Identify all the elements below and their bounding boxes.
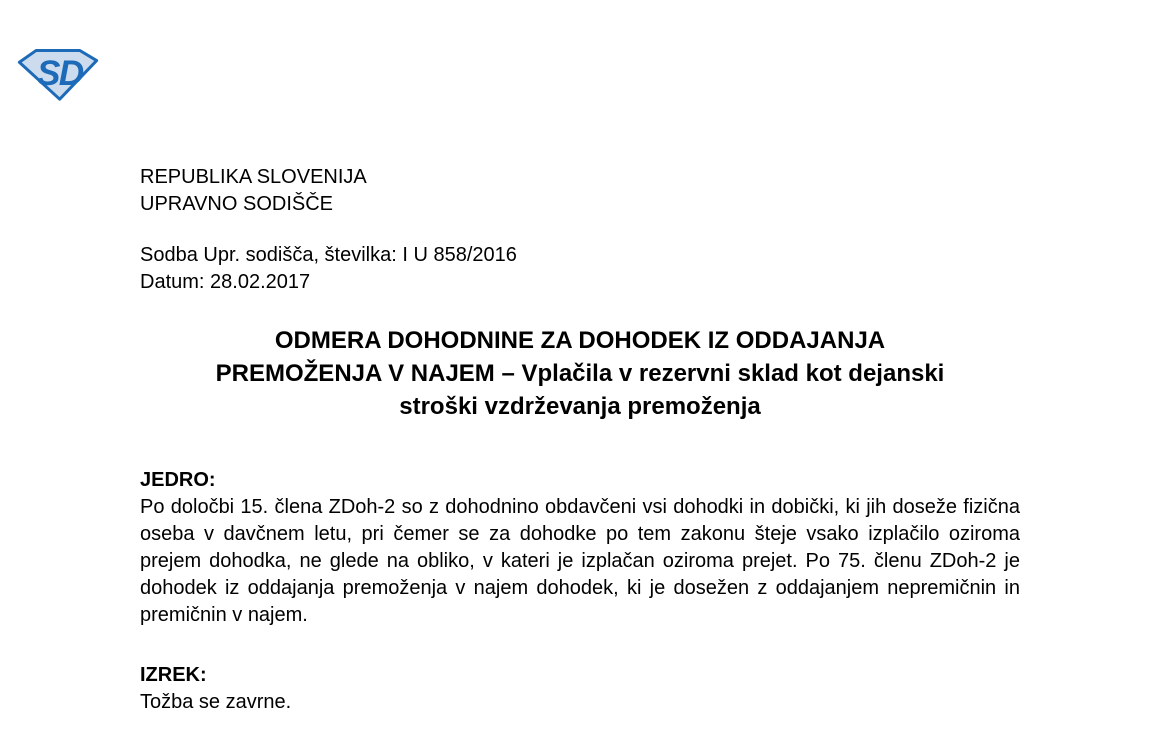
section-heading-jedro: JEDRO: bbox=[140, 469, 216, 491]
title-line-1: ODMERA DOHODNINE ZA DOHODEK IZ ODDAJANJA bbox=[274, 327, 886, 354]
date-line: Datum: 28.02.2017 bbox=[140, 271, 311, 293]
issuer-country: REPUBLIKA SLOVENIJA bbox=[140, 166, 367, 188]
case-number-line: Sodba Upr. sodišča, številka: I U 858/2016 bbox=[140, 244, 517, 266]
section-izrek bbox=[140, 662, 1020, 716]
document-body bbox=[140, 164, 1020, 716]
logo-letters: SD bbox=[36, 53, 83, 93]
section-heading-izrek: IZREK: bbox=[140, 664, 207, 686]
court-header bbox=[140, 164, 1020, 218]
section-body-jedro: Po določbi 15. člena ZDoh-2 so z dohodnino obdavčeni vsi dohodki in dobički, ki jih doseže fizična oseba v davčnem letu, pri čemer se za dohodke po tem zakonu šteje vsako izplačilo oziroma prejem dohodka, ne glede na obliko, v kateri je izplačan oziroma prejet. Po 75. členu ZDoh-2 je dohodek iz oddajanja premoženja v najem dohodek, ki je dosežen z oddajanjem nepremičnin in premičnin v najem. bbox=[140, 496, 1020, 626]
section-body-izrek: Tožba se zavrne. bbox=[140, 691, 292, 713]
issuer-court: UPRAVNO SODIŠČE bbox=[140, 193, 333, 215]
sd-shield-icon bbox=[16, 47, 100, 101]
document-title bbox=[140, 324, 1020, 423]
case-meta bbox=[140, 242, 1020, 296]
court-logo bbox=[16, 47, 100, 101]
title-line-3: stroški vzdrževanja premoženja bbox=[399, 393, 761, 420]
title-line-2: PREMOŽENJA V NAJEM – Vplačila v rezervni sklad kot dejanski bbox=[215, 360, 945, 387]
section-jedro bbox=[140, 467, 1020, 629]
